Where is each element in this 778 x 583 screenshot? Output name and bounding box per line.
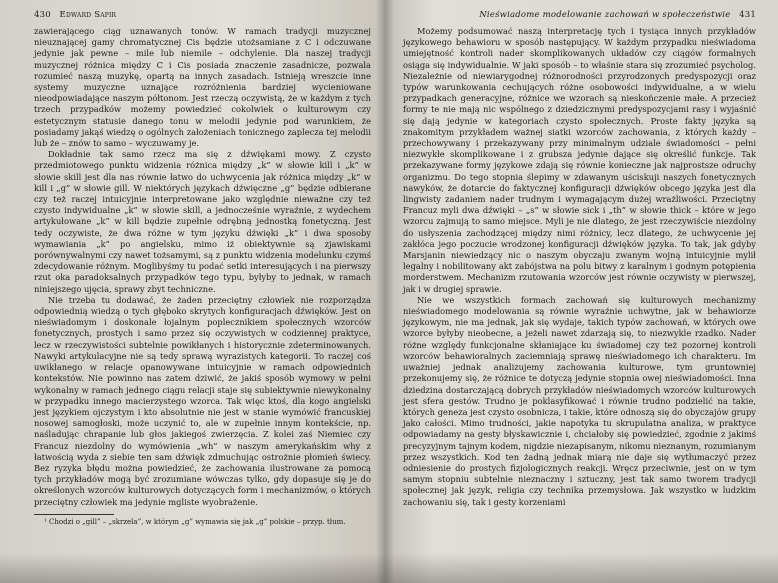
right-page-header xyxy=(403,4,756,26)
left-page-header xyxy=(34,4,371,26)
right-page-body xyxy=(403,26,756,508)
right-paragraph-2: Nie we wszystkich formach zachowań się kulturowych mechanizmy nieświadomego modelowania są równie wyraźnie uchwytne, jak w behawiorze językowym, nie ma jednak, jak się wydaje, takich typów zachowań, w których owe wzorce byłyby nieobecne, a jeżeli nawet zdarzają się, to niezwykle rzadko. Nader różne względy funkcjonalne skłaniające ku świadomej czy też pozornej kontroli wzorców behawioralnych zaciemniają sprawę nieświadomego ich charakteru. Im uważniej jednak analizujemy zachowania kulturowe, tym gruntowniej przekonujemy się, że różnice te dotyczą jedynie stopnia owej nieświadomości. Inna dziedzina dostarczającą dobrych przykładów nieświadomych wzorców kulturowych jest sfera gestów. Trudno je poklasyfikować i równie trudno podzielić na takie, których geneza jest czysto osobnicza, i takie, które odnoszą się do obyczajów grupy jako całości. Mimo trudności, jakie napotyka tu skrupulatna analiza, w praktyce odpowiadamy na gesty błyskawicznie i, chciałoby się powiedzieć, zgodnie z jakimś precyzyjnym tajnym kodem, nigdzie niezapisanym, nikomu nieznanym, rozumianym przez wszystkich. Kod ten żadną jednak miarą nie daje się wytłumaczyć przez odniesienie do prostych fizjologicznych reakcji. Wręcz przeciwnie, jest on w tym samym stopniu subtelnie nieznaczny i sztuczny, jest tak samo tworem tradycji społecznej jak język, religia czy technika przemysłowa. Jak wszystko w ludzkim zachowaniu się, tak i gesty korzeniami xyxy=(403,294,756,507)
left-page-number: 430 xyxy=(34,10,51,20)
left-page xyxy=(0,0,385,583)
right-running-head: Nieświadome modelowanie zachowań w społeczeństwie xyxy=(479,10,731,20)
left-paragraph-2: Dokładnie tak samo rzecz ma się z dźwiękami mowy. Z czysto przedmiotowego punktu widzenia różnica między „k” w słowie kill i „k” w słowie skill jest dla nas równie łatwo do uchwycenia jak różnica między „k” w kill i „g” w słowie gill. W niektórych językach dźwięczne „g” będzie odbierane czy też raczej intuicyjnie interpretowane jako względnie nieważne czy też czysto indywidualne „k” w słowie skill, a jednocześnie wyraźnie, z wydechem artykułowane „k” w kill będzie zupełnie odrębną jednostką fonetyczną. Jest tedy oczywiste, że dwa różne w tym języku dźwięki „k” i dwa sposoby wymawiania „k” po angielsku, mimo iż obiektywnie są zjawiskami porównywalnymi czy nawet tożsamymi, są z punktu widzenia modelunku czymś zdecydowanie różnym. Moglibyśmy tu podać setki interesujących i na pierwszy rzut oka paradoksalnych przypadków tego typu, byłyby to jednak, w ramach niniejszego ujęcia, sprawy zbyt techniczne. xyxy=(34,149,371,294)
left-paragraph-1: zawierającego ciąg uznawanych tonów. W ramach tradycji muzycznej nieuznającej gamy chromatycznej Cis będzie utożsamiane z C i odczuwane jedynie jak pewne – mile lub niemile – odchylenie. Dla naszej tradycji muzycznej różnica między C i Cis posiada znaczenie zasadnicze, pozwala rozumieć naszą muzykę, opartą na innych zasadach. Istnieją wreszcie inne systemy muzyczne uznające rozróżnienia bardziej wycieniowane nieodpowiadające naszym półtonom. Jest rzeczą oczywistą, że w każdym z tych trzech przypadków możemy powiedzieć cokolwiek o kulturowym czy estetycznym statusie danego tonu w melodii jedynie pod warunkiem, że posiadamy jakąś wiedzę o ogólnych założeniach tonicznego zaplecza tej melodii lub że – znów to samo – wyczuwamy je. xyxy=(34,26,371,149)
right-page xyxy=(385,0,778,583)
footnote: ¹ Chodzi o „gill” – „skrzela”, w którym „g” wymawia się jak „g” polskie – przyp. tłum. xyxy=(44,517,346,526)
right-page-number: 431 xyxy=(739,10,756,20)
left-page-number-and-author xyxy=(34,4,116,26)
right-header-group xyxy=(479,4,756,26)
right-paragraph-1: Możemy podsumować naszą interpretację tych i tysiąca innych przykładów językowego behawioru w sposób następujący. W każdym przypadku nieświadoma umiejętność kontroli nader skomplikowanych układów czy ciągów formalnych osiąga się indywidualnie. W jaki sposób – to właśnie stara się zrozumieć psycholog. Niezależnie od niewiarygodnej różnorodności przyrodzonych predyspozycji oraz typów warunkowania cechujących różne osobowości indywidualne, a w wielu przypadkach generacyjne, różnice we wzorach są nieskończenie małe. A przecież formy te nie mają nic wspólnego z dziedzicznymi predyspozycjami rasy i wyjaśnić się dają jedynie w kategoriach czysto społecznych. Proste fakty języka są znakomitym przykładem ważnej siatki wzorców zachowania, z których każdy – przechowywany i przekazywany przy minimalnym udziale świadomości – pełni niezwykłe skomplikowane i z grubsza jedynie dające się określić funkcje. Tak przekazywane formy językowe zdają się równie konieczne jak najprostsze odruchy organizmu. Do tego stopnia ślepimy w zdawanym uściskuji naszych fonetycznych nawyków, że dotarcie do faktycznej konfiguracji dźwięków obcego języka jest dla lingwisty zadaniem nader trudnym i wymagającym dużej wrażliwości. Przeciętny Francuz myli dwa dźwięki – „s” w słowie sick i „th” w słowie thick – które w jego wzorcu zajmują to samo miejsce. Myli je nie dlatego, że jest rzeczywiście niezdolny do usłyszenia zachodzącej między nimi różnicy, lecz dlatego, że uchwycenie jej zakłóca jego poczucie wrodzonej konfiguracji dźwięków języka. To tak, jak gdyby Marsjanin niewiedzący nic o naszym obyczaju zwanym wojną intuicyjnie mylił legalny i nobilitowany akt zabójstwa na polu bitwy z karalnym i godnym potępienia morderstwem. Mechanizm rzutowania wzorców jest równie oczywisty w pierwszej, jak i w drugiej sprawie. xyxy=(403,26,756,294)
left-page-body xyxy=(34,26,371,527)
left-paragraph-3: Nie trzeba tu dodawać, że żaden przeciętny człowiek nie rozporządza odpowiednią wiedzą o tych głęboko skrytych konfiguracjach dźwięków. Jest on nieświadomym i doskonale łojalnym poplecznikiem społecznych wzorców fonetycznych, prostych i samo przez się oczywistych w codziennej praktyce, lecz w rzeczywistości subtelnie powikłanych i historycznie zdeterminowanych. Nawyki artykulacyjne nie są tedy sprawą wyrazistych kategorii. To raczej coś uwikłanego w relacje opanowywane intuicyjnie w ramach odpowiednich kontekstów. Nie powinno nas zatem dziwić, że jakiś sposób wymowy w pełni wykonalny w ramach jednego ciągu relacji staje się subiektywnie niewykonalny w przypadku innego macierzystego wzorca. Tak więc ktoś, dla kogo angielski jest językiem ojczystym i kto absolutnie nie jest w stanie wymówić francuskiej nosowej samogłoski, może uczynić to, ale w zupełnie innym kontekście, np. naśladując chrapanie lub głos jakiegoś zwierzęcia. Z kolei zaś Niemiec czy Francuz niezdolny do wymówienia „wh” w naszym amerykańskim why z łatwością wyda z siebie ten sam dźwięk zdmuchując ostrożnie płomień świecy. Bez ryzyka błędu można powiedzieć, że zachowania ilustrowane za pomocą tych przykładów mogą być zrozumiane wówczas tylko, gdy dopasuje się je do określonych wzorców kulturowych dotyczących form i mechanizmów, o których przeciętny człowiek ma jedynie mgliste wyobrażenie. xyxy=(34,294,371,507)
left-running-head: Edward Sapir xyxy=(59,10,117,20)
footnote-rule xyxy=(34,514,114,515)
